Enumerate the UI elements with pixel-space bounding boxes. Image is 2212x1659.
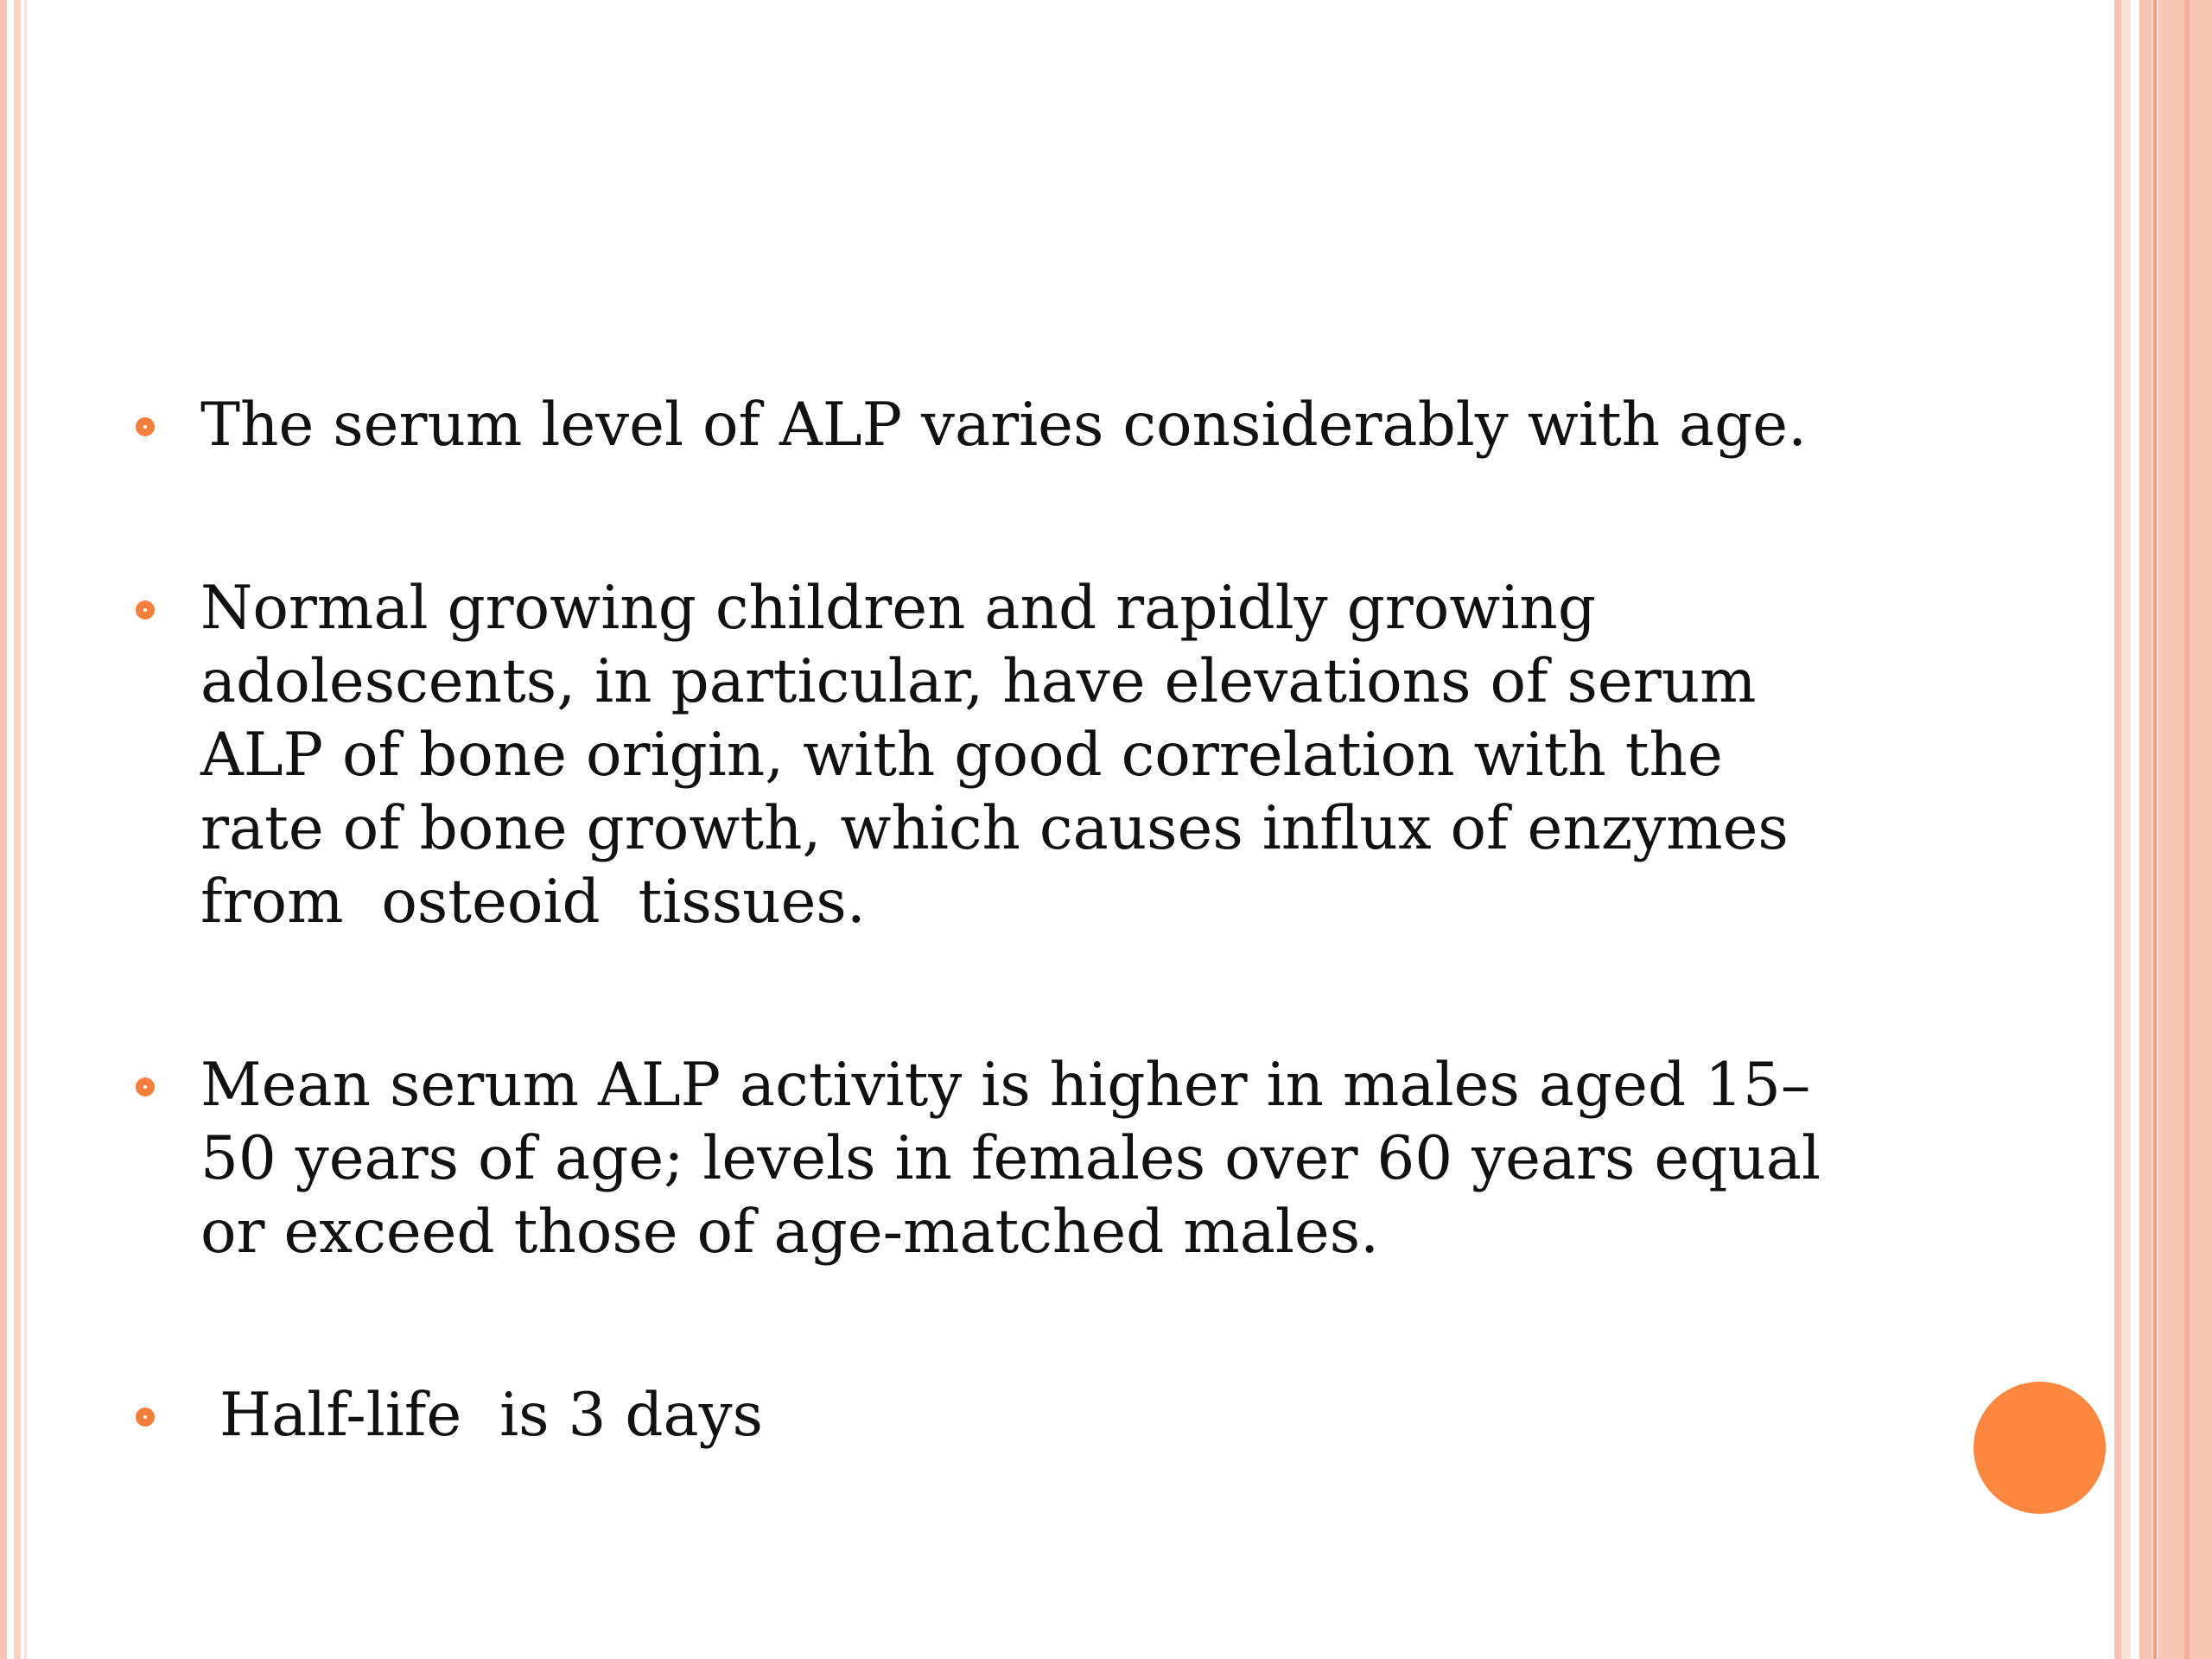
right-border-line: [2184, 0, 2190, 1659]
ring-bullet-icon: [136, 601, 155, 620]
bullet-text: Normal growing children and rapidly growing adolescents, in particular, have elevations of serum ALP of bone origin, with good correlation with the rate of bone growth, which causes influx of enzymes from osteoid tissues.: [200, 574, 1789, 937]
bullet-item: [130, 1049, 1901, 1269]
bullet-item: [130, 572, 1901, 939]
bullet-list: [130, 389, 1901, 1452]
bullet-text: Half-life is 3 days: [200, 1381, 764, 1450]
right-border-line: [2153, 0, 2157, 1659]
ring-bullet-icon: [136, 1077, 155, 1096]
left-border-line: [14, 0, 21, 1659]
ring-bullet-icon: [136, 417, 155, 436]
bullet-text: Mean serum ALP activity is higher in males aged 15– 50 years of age; levels in females over 60 years equal or exceed those of age-matched males.: [200, 1051, 1821, 1267]
bullet-text: The serum level of ALP varies considerably with age.: [200, 391, 1808, 460]
bullet-item: [130, 1379, 1901, 1452]
ring-bullet-icon: [136, 1408, 155, 1427]
right-border-line: [2114, 0, 2121, 1659]
left-border-line: [0, 0, 7, 1659]
right-border-line: [2131, 0, 2139, 1659]
left-border-line: [24, 0, 27, 1659]
bullet-item: [130, 389, 1901, 462]
orange-circle-icon: [1974, 1382, 2106, 1514]
right-border-line: [2139, 0, 2152, 1659]
